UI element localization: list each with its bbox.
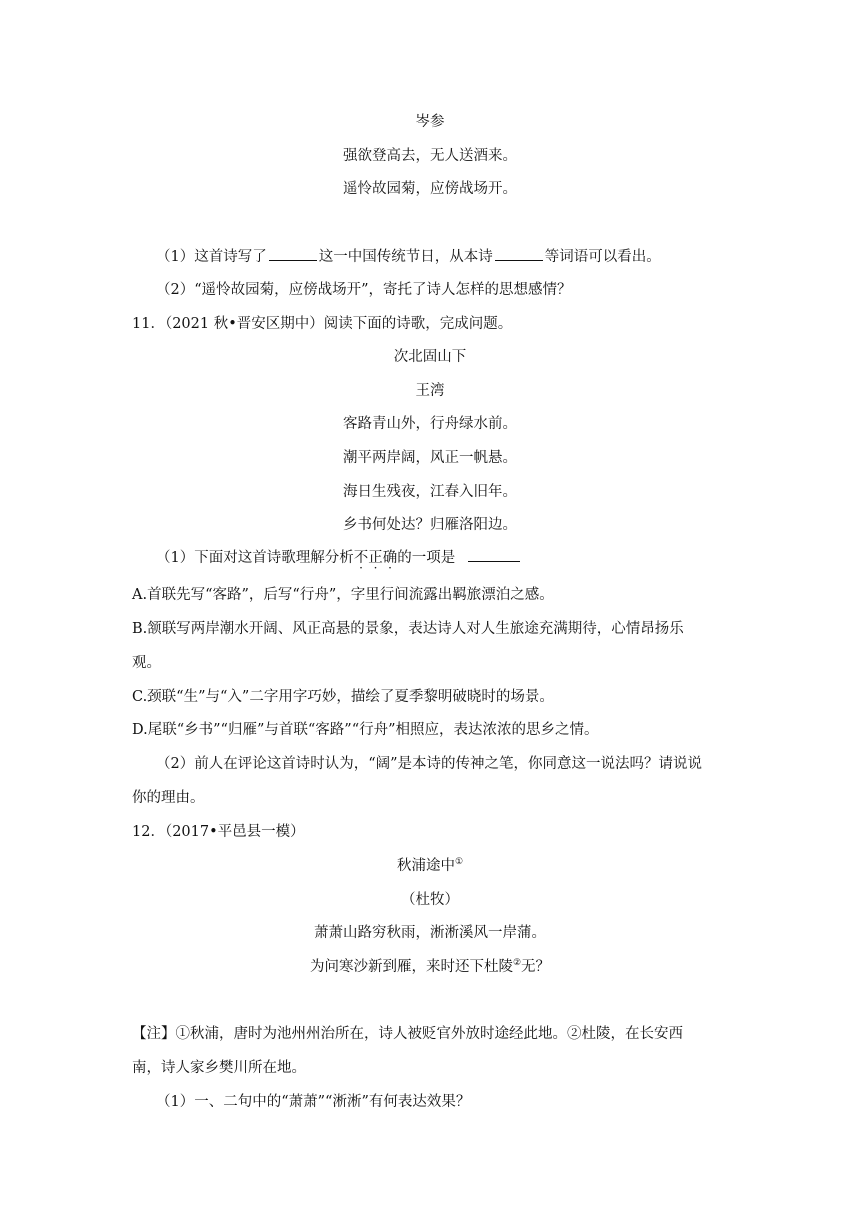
q11-option-c: C.颈联“生”与“入”二字用字巧妙，描绘了夏季黎明破晓时的场景。	[132, 689, 554, 705]
q11-sub-question-2-line-2: 你的理由。	[132, 790, 205, 806]
q11-poem-title: 次北固山下	[393, 349, 467, 365]
q12-note-line-2: 南，诗人家乡樊川所在地。	[132, 1060, 306, 1076]
q12-sub-question-1: （1）一、二句中的“萧萧”“淅淅”有何表达效果？	[156, 1094, 471, 1110]
q12-header: 12．（2017•平邑县一模）	[132, 824, 305, 840]
q12-line2-text-b: 无？	[521, 959, 551, 975]
q12-note-line-1: 【注】①秋浦，唐时为池州州治所在，诗人被贬官外放时途经此地。②杜陵，在长安西	[132, 1026, 683, 1042]
q11-sub-question-1	[156, 547, 522, 568]
q1-text-c: 等词语可以看出。	[544, 249, 661, 265]
q11-poem-author: 王湾	[415, 383, 445, 399]
q11-poem-line-2: 潮平两岸阔，风正一帆悬。	[343, 450, 517, 466]
q1-text-b: 这一中国传统节日，从本诗	[318, 249, 493, 265]
q12-line2-text-a: 为问寒沙新到雁，来时还下杜陵	[309, 959, 513, 975]
footnote-marker: ②	[512, 958, 522, 969]
q11-header: 11．（2021 秋•晋安区期中）阅读下面的诗歌，完成问题。	[132, 316, 513, 332]
q11-sub1-text-b: 的一项是	[397, 550, 456, 566]
q12-poem-author: （杜牧）	[401, 892, 459, 908]
emphasis-char: 确	[382, 550, 398, 566]
q11-sub-question-2-line-1: （2）前人在评论这首诗时认为，“阔”是本诗的传神之笔，你同意这一说法吗？请说说	[156, 756, 703, 772]
q11-option-b-line-2: 观。	[132, 655, 161, 671]
q11-option-d: D.尾联“乡书”“归雁”与首联“客路”“行舟”相照应，表达浓浓的思乡之情。	[132, 722, 599, 738]
q1-text-a: （1）这首诗写了	[156, 249, 267, 265]
q11-poem-line-1: 客路青山外，行舟绿水前。	[343, 416, 517, 432]
q11-option-a: A.首联先写“客路”，后写“行舟”，字里行间流露出羁旅漂泊之感。	[132, 587, 554, 603]
emphasis-char: 正	[368, 550, 383, 566]
poem1-author: 岑参	[415, 114, 445, 130]
poem1-question-1	[156, 246, 661, 267]
poem1-question-2: （2）“遥怜故园菊，应傍战场开”，寄托了诗人怎样的思想感情？	[156, 282, 572, 298]
answer-blank[interactable]	[269, 246, 317, 261]
q12-poem-line-1: 萧萧山路穷秋雨，淅淅溪风一岸蒲。	[314, 925, 546, 941]
q11-sub1-text-a: （1）下面对这首诗歌理解分析	[156, 550, 354, 566]
q12-poem-title	[0, 856, 860, 876]
answer-blank[interactable]	[495, 246, 543, 261]
q11-option-b-line-1: B.颔联写两岸潮水开阔、风正高悬的景象，表达诗人对人生旅途充满期待，心情昂扬乐	[132, 621, 684, 637]
poem1-line-1: 强欲登高去，无人送酒来。	[343, 148, 517, 164]
q12-poem-line-2	[0, 957, 860, 977]
q11-poem-line-4: 乡书何处达？归雁洛阳边。	[343, 517, 517, 533]
q11-poem-line-3: 海日生残夜，江春入旧年。	[343, 484, 517, 500]
emphasis-char: 不	[353, 550, 369, 566]
footnote-marker: ①	[454, 857, 464, 868]
answer-blank[interactable]	[468, 547, 520, 562]
q12-title-text: 秋浦途中	[396, 858, 455, 874]
poem1-line-2: 遥怜故园菊，应傍战场开。	[343, 181, 517, 197]
